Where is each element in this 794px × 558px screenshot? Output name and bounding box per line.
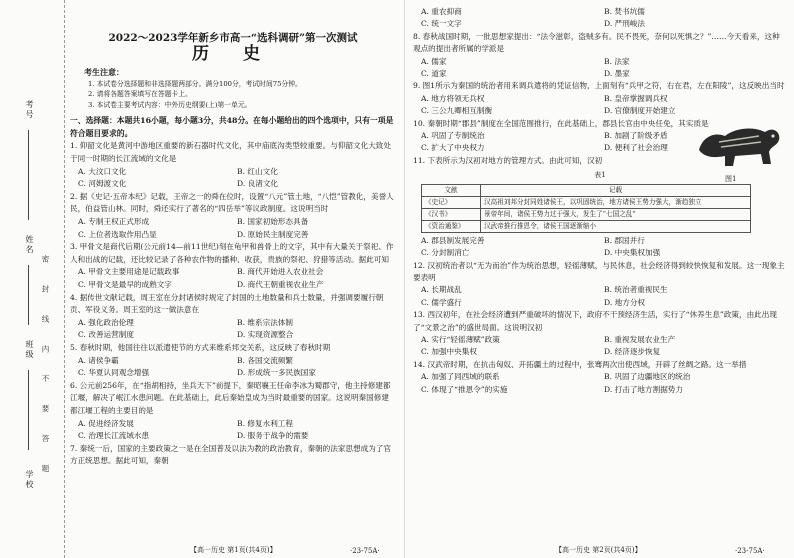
answer-option: D. 经济逐步恢复: [604, 347, 661, 357]
answer-option: D. 实现资源整合: [237, 330, 294, 340]
answer-option: D. 便利了社会治理: [604, 143, 668, 153]
answer-option: B. 焚书坑儒: [604, 7, 645, 16]
answer-option: C. 道家: [421, 69, 447, 79]
margin-label-name: 姓名: [25, 235, 34, 255]
answer-options: [413, 371, 787, 396]
table-cell: 景帝年间，诸侯王势力过于强大，发生了“七国之乱”: [481, 208, 751, 220]
fill-line-exam-no: [28, 130, 29, 220]
answer-option: B. 重视发展农业生产: [604, 334, 676, 344]
question-stem: 14. 汉武帝时期，在抗击匈奴、开拓疆土的过程中，张骞两次出使西域，开辟了丝绸之路。这一举措: [413, 359, 747, 369]
notice-item: 1. 本试卷分选择题和非选择题两部分。满分100分，考试时间75分钟。: [88, 79, 302, 88]
page-1-content: [70, 10, 396, 468]
question-stem: 11. 下表所示为汉初对地方的管理方式。由此可知，汉初: [413, 155, 603, 165]
margin-label-class: 班级: [25, 340, 34, 360]
figure-caption: 图1: [725, 175, 737, 183]
answer-option: C. 上位者选取作用凸显: [78, 229, 157, 239]
answer-option: D. 地方分权: [604, 297, 646, 307]
answer-option: C. 改善运营制度: [78, 330, 134, 340]
answer-option: C. 治理长江流域水患: [78, 431, 150, 441]
tiger-tally-image: [695, 112, 783, 172]
answer-option: A. 郡县制发展完善: [421, 235, 485, 245]
answer-option: C. 体现了“推恩令”的实施: [421, 384, 508, 394]
question-stem: 9. 图1所示为秦国的统治者用来调兵遣将的凭证信物，上面刻有“兵甲之符，右在君，左在阳陵”，这反映出当时: [413, 81, 785, 91]
question-stem: 10. 秦朝时期“郡县”制度在全国范围推行，在此基础上，郡县长官由中央任免，其实质是: [413, 118, 709, 128]
answer-option: C. 统一文字: [421, 19, 462, 29]
answer-option: B. 加剧了阶级矛盾: [604, 131, 668, 141]
answer-option: A. 甲骨文主要用途是记载政事: [78, 267, 180, 277]
answer-options: [70, 355, 396, 380]
answer-option: D. 墨家: [604, 69, 630, 79]
answer-option: A. 强化政治伦理: [78, 317, 134, 327]
exam-title: 2022～2023学年新乡市高一“选科调研”第一次测试: [108, 32, 358, 44]
answer-option: A. 诸侯争霸: [78, 355, 119, 365]
answer-option: C. 河姆渡文化: [78, 179, 127, 189]
answer-option: B. 郡国并行: [604, 235, 645, 245]
answer-option: D. 打击了地方割据势力: [604, 384, 683, 394]
table-cell: 汉高祖刘邦分封同姓诸侯王，以巩固统治，地方诸侯王势力强大，渐趋独立: [481, 196, 751, 208]
answer-options: [413, 334, 787, 359]
notice-item: 3. 本试卷主要考试内容：中外历史纲要(上)第一单元。: [88, 100, 252, 109]
question-list: [413, 235, 787, 396]
answer-option: C. 加强中央集权: [421, 347, 477, 357]
page-code-right: ·23-75A·: [735, 547, 765, 555]
page-code-left: ·23-75A·: [350, 547, 380, 555]
answer-options: [70, 216, 396, 241]
page-footer-left: 【高一历史 第1页(共4页)】: [190, 546, 277, 554]
answer-options: [413, 235, 787, 260]
question-stem: 8. 春秋战国时期，一批思想家提出：“法令滋彰，盗贼多有。民不畏死，奈何以死惧之？”……今天看来，这种观点的提出者所属的学派是: [413, 31, 780, 54]
answer-option: B. 修复水利工程: [237, 418, 293, 428]
margin-label-school: 学校: [25, 470, 34, 490]
answer-options: [70, 418, 396, 443]
answer-option: A. 加强了同西域的联系: [421, 372, 500, 382]
question-stem: 1. 仰韶文化是黄河中游地区重要的新石器时代文化，其中庙底沟类型较重要。与仰韶文化大致处于同一时期的长江流域的文化是: [70, 141, 391, 164]
question-stem: 6. 公元前256年，在“指胡相持，坐兵天下”前提下，秦昭襄王任命李冰为蜀郡守，他主持修建都江堰，解决了岷江水患问题。在此基础上，此后秦始皇成为当时最重要的国家。这说明秦国修建都江堰工程的主要目的是: [70, 380, 391, 415]
fill-line-class: [28, 370, 29, 450]
margin-label-exam-no: 考号: [25, 100, 34, 120]
answer-option: A. 儒家: [421, 56, 447, 66]
answer-option: B. 商代开始进入农业社会: [237, 267, 324, 277]
answer-option: B. 国家初始形态具备: [237, 217, 309, 227]
binding-margin: [0, 0, 65, 558]
answer-options: [413, 284, 787, 309]
page-footer-right: 【高一历史 第2页(共4页)】: [555, 546, 642, 554]
answer-option: D. 严刑峻法: [604, 19, 646, 29]
exam-page-2: [404, 0, 794, 558]
answer-option: C. 甲骨文是最早的成熟文字: [78, 280, 172, 289]
history-table: [421, 184, 751, 233]
answer-option: D. 中央集权加强: [604, 248, 661, 258]
section-heading: 一、选择题：本题共16小题，每小题3分，共48分。在每小题给出的四个选项中，只有一项是符合题目要求的。: [70, 116, 394, 138]
answer-options: [70, 266, 396, 291]
notice-heading: 考生注意：: [84, 67, 124, 78]
answer-option: A. 重农抑商: [421, 7, 462, 16]
table-cell: 《资治通鉴》: [422, 220, 481, 232]
answer-options: [70, 166, 396, 191]
question-stem: 12. 汉初统治者以“无为而治”作为统治思想，轻徭薄赋，与民休息，社会经济得到较快恢复和发展。这一现象主要表明: [413, 260, 785, 282]
answer-option: A. 大汶口文化: [78, 166, 127, 176]
table-cell: 《史记》: [422, 196, 481, 208]
question-stem: 2. 据《史记·五帝本纪》记载，王帝之一的舜在位时，设置“八元”管土地，“八恺”管教化，美誉人民，伯益管山林。同时，舜还实行了著名的“四岳举”等议政制度。这说明当时: [70, 191, 394, 214]
answer-option: C. 扩大了中央权力: [421, 143, 485, 153]
table-header: 文献: [422, 184, 481, 196]
answer-option: C. 儒学盛行: [421, 297, 462, 307]
question-stem: 13. 西汉初年，在社会经济遭到严重破坏的情况下，政府不干预经济生活，实行了“休养生息”政策，由此出现了“文景之治”的盛世局面。这说明汉初: [413, 310, 777, 332]
answer-option: A. 专制王权正式形成: [78, 217, 150, 227]
answer-option: D. 良渚文化: [237, 179, 279, 189]
answer-option: B. 法家: [604, 56, 630, 66]
answer-option: B. 皇帝掌握调兵权: [604, 93, 668, 103]
answer-option: C. 华夏认同观念增强: [78, 368, 150, 378]
answer-options: [413, 56, 787, 81]
answer-option: C. 分封制消亡: [421, 248, 470, 258]
answer-option: B. 各国交流频繁: [237, 355, 293, 365]
answer-option: A. 地方将领无兵权: [421, 93, 485, 103]
fill-line-name: [28, 265, 29, 325]
answer-option: D. 服务于战争的需要: [237, 431, 309, 441]
table-cell: 汉武帝推行推恩令，诸侯王国逐渐缩小: [481, 220, 751, 232]
exam-subject: 历 史: [192, 43, 274, 64]
answer-option: A. 促进经济发展: [78, 418, 134, 428]
question-stem: 7. 秦统一后，国家的主要政策之一是在全国普及以法为教的政治教育，秦朝的法家思想成为了官方正统思想。据此可知，秦朝: [70, 443, 391, 466]
answer-option: B. 维系宗法体制: [237, 317, 293, 327]
answer-option: D. 商代王朝重视农业生产: [237, 280, 324, 289]
answer-option: A. 实行“轻徭薄赋”政策: [421, 334, 500, 344]
answer-options: [70, 317, 396, 342]
answer-option: D. 形成统一多民族国家: [237, 368, 316, 378]
answer-option: A. 巩固了专制统治: [421, 131, 485, 141]
answer-option: A. 长期战乱: [421, 285, 462, 295]
answer-option: B. 巩固了边疆地区的统治: [604, 372, 691, 382]
answer-options: [413, 6, 787, 31]
answer-option: C. 三公九卿相互制衡: [421, 106, 493, 116]
seal-line-warning: 密 封 线 内 不 要 答 题: [41, 255, 50, 482]
answer-option: D. 原始民主制度完善: [237, 229, 309, 239]
question-stem: 3. 甲骨文是商代后期(公元前14—前11世纪)刻在龟甲和兽骨上的文字，其中有大量关于祭祀、作人和出战的记载，还比较记录了各种农作物的播种、收获，贵族的祭祀、狩猎等活动。据此可知: [70, 242, 394, 264]
answer-option: B. 红山文化: [237, 166, 278, 176]
table-cell: 《汉书》: [422, 208, 481, 220]
table-caption: 表1: [594, 171, 606, 180]
page-2-content: [413, 6, 787, 396]
question-stem: 4. 据传世文献记载，周王室在分封诸侯时规定了封国的土地数量和兵士数量，并强调要履行朝贡、军役义务。周王室的这一做法意在: [70, 292, 384, 315]
notice-item: 2. 请将各题答案填写在答题卡上。: [88, 90, 192, 99]
table-header: 记载: [481, 184, 751, 196]
question-list: [70, 140, 396, 467]
answer-option: D. 官僚制度开始建立: [604, 106, 676, 116]
answer-option: B. 统治者重视民生: [604, 285, 668, 295]
question-stem: 5. 春秋时期，他国往往以派遣使节的方式来维系邦交关系，这反映了春秋时期: [70, 342, 331, 352]
